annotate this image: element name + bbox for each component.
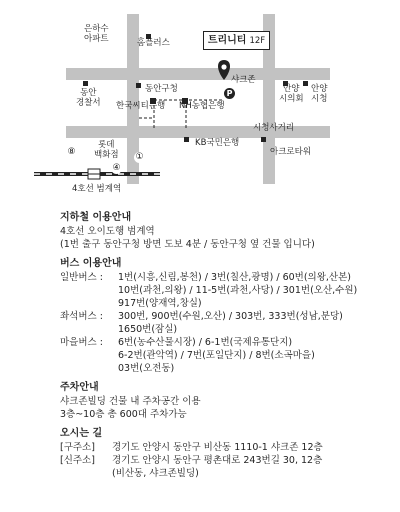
label-anyang-council: 안양 시의회 [279, 84, 304, 104]
bus-group-village [60, 336, 390, 375]
bus-line: 03번(오전동) [118, 363, 175, 374]
label-dongan-police: 동안 경찰서 [76, 88, 101, 108]
bus-line: 300번, 900번(수원,오산) / 303번, 333번(성남,분당) [118, 311, 343, 322]
label-sakchon: 샤크존 [231, 75, 256, 85]
exit-8: ⑧ [67, 147, 76, 157]
subway-section [60, 211, 390, 251]
bus-title: 버스 이용안내 [60, 258, 122, 269]
bus-group-seat [60, 310, 390, 336]
label-eunhasu-apt: 은하수 아파트 [84, 24, 109, 44]
new-address: 경기도 안양시 동안구 평촌대로 243번길 30, 12층 [112, 455, 323, 466]
bus-line: 10번(과천,의왕) / 11-5번(과천,사당) / 301번(오산,수원) [118, 285, 358, 296]
label-hanguk-bank: 한국씨티은행 [116, 101, 166, 111]
destination-badge: 트리니티 12F [203, 31, 270, 50]
parking-section [60, 381, 390, 421]
kb-bank-marker [184, 137, 189, 142]
old-address-label: [구주소] [60, 442, 95, 453]
dongan-office-marker [136, 83, 141, 88]
old-address: 경기도 안양시 동안구 비산동 1110-1 샤크존 12층 [112, 442, 323, 453]
parking-line-2: 3층~10층 총 600대 주차가능 [60, 409, 187, 420]
label-beomgye-station: 4호선 범계역 [72, 184, 122, 194]
bus-section [60, 257, 390, 375]
parking-icon: P [224, 88, 235, 99]
subway-title: 지하철 이용안내 [60, 212, 132, 223]
directions-section [60, 427, 390, 480]
new-address-label: [신주소] [60, 455, 95, 466]
exit-4: ④ [112, 163, 121, 173]
bus-group-general [60, 271, 390, 310]
label-cityhall-intersection: 시청사거리 [253, 123, 295, 133]
info-panel [60, 211, 390, 486]
acro-marker [261, 137, 266, 142]
police-marker [83, 81, 88, 86]
directions-title: 오시는 길 [60, 428, 103, 439]
bus-line: 1번(시흥,신림,봉천) / 3번(칠산,광명) / 60번(의왕,산본) [118, 272, 351, 283]
label-homeplus: 홈플러스 [137, 38, 170, 48]
cityhall-marker [303, 81, 308, 86]
label-dongan-office: 동안구청 [145, 84, 178, 94]
road-horizontal-top [66, 68, 330, 80]
bus-line: 917번(양재역,창실) [118, 298, 202, 309]
bus-line: 1650번(잠실) [118, 324, 178, 335]
label-kb-bank: KB국민은행 [195, 138, 240, 148]
bus-group-label: 일반버스 : [60, 272, 103, 283]
location-map [0, 0, 400, 205]
new-address-row [60, 454, 390, 467]
label-anyang-cityhall: 안양 시청 [311, 84, 328, 104]
label-acro-tower: 아크로타워 [270, 147, 312, 157]
bus-line: 6번(농수산물시장) / 6-1번(국제유통단지) [118, 337, 293, 348]
label-lotte-department: 롯데 백화점 [94, 140, 119, 160]
parking-title: 주차안내 [60, 382, 99, 393]
exit-1: ① [135, 152, 144, 162]
bus-group-label: 마을버스 : [60, 337, 103, 348]
old-address-row [60, 441, 390, 454]
parking-line-1: 샤크존빌딩 건물 내 주차공간 이용 [60, 396, 201, 407]
bus-line: 6-2번(관악역) / 7번(포일단지) / 8번(소곡마을) [118, 350, 315, 361]
bus-group-label: 좌석버스 : [60, 311, 103, 322]
subway-line-1: 4호선 오이도행 범계역 [60, 226, 155, 237]
label-nh-bank: NH농협은행 [179, 101, 225, 111]
subway-line-2: (1번 출구 동안구청 방면 도보 4분 / 동안구청 옆 건물 입니다) [60, 239, 315, 250]
new-address-cont: (비산동, 샤크존빌딩) [112, 468, 199, 479]
